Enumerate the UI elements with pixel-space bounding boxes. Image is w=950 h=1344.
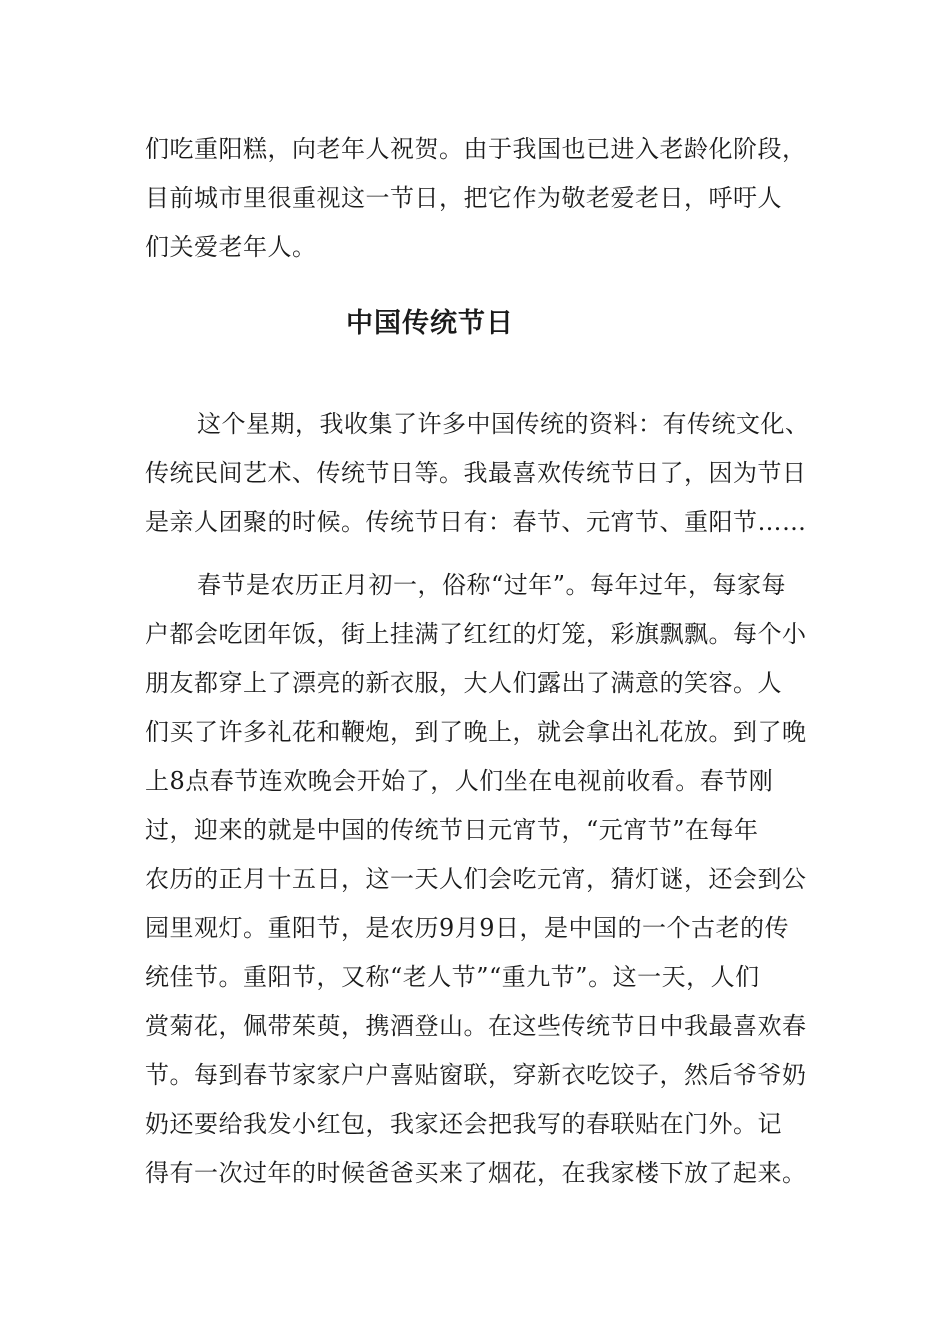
paragraph-line: 赏菊花，佩带茱萸，携酒登山。在这些传统节日中我最喜欢春 [145, 1012, 807, 1040]
paragraph-line: 户都会吃团年饭，街上挂满了红红的灯笼，彩旗飘飘。每个小 [145, 620, 807, 648]
paragraph-intro-collection [145, 400, 835, 547]
paragraph-line: 们关爱老年人。 [145, 233, 317, 261]
paragraph-festivals [145, 561, 835, 1198]
paragraph-line: 节。每到春节家家户户喜贴窗联，穿新衣吃饺子，然后爷爷奶 [145, 1061, 807, 1089]
document-title: 中国传统节日 [346, 308, 514, 339]
paragraph-line: 们买了许多礼花和鞭炮，到了晚上，就会拿出礼花放。到了晚 [145, 718, 807, 746]
paragraph-line: 农历的正月十五日，这一天人们会吃元宵，猜灯谜，还会到公 [145, 865, 807, 893]
paragraph-line: 们吃重阳糕，向老年人祝贺。由于我国也已进入老龄化阶段， [145, 135, 807, 163]
paragraph-line: 春节是农历正月初一，俗称“过年”。每年过年，每家每 [197, 571, 787, 599]
paragraph-line: 得有一次过年的时候爸爸买来了烟花，在我家楼下放了起来。 [145, 1159, 807, 1187]
paragraph-line: 这个星期，我收集了许多中国传统的资料：有传统文化、 [197, 410, 810, 438]
intro-paragraph [145, 125, 835, 272]
paragraph-line: 园里观灯。重阳节，是农历9月9日，是中国的一个古老的传 [145, 914, 790, 942]
paragraph-line: 朋友都穿上了漂亮的新衣服，大人们露出了满意的笑容。人 [145, 669, 782, 697]
paragraph-line: 过，迎来的就是中国的传统节日元宵节，“元宵节”在每年 [145, 816, 759, 844]
paragraph-line: 传统民间艺术、传统节日等。我最喜欢传统节日了，因为节日 [145, 459, 807, 487]
paragraph-line: 上8点春节连欢晚会开始了，人们坐在电视前收看。春节刚 [145, 767, 774, 795]
paragraph-line: 目前城市里很重视这一节日，把它作为敬老爱老日，呼吁人 [145, 184, 782, 212]
paragraph-line: 统佳节。重阳节，又称“老人节”“重九节”。这一天，人们 [145, 963, 760, 991]
paragraph-line: 是亲人团聚的时候。传统节日有：春节、元宵节、重阳节…… [145, 508, 807, 536]
paragraph-line: 奶还要给我发小红包，我家还会把我写的春联贴在门外。记 [145, 1110, 782, 1138]
